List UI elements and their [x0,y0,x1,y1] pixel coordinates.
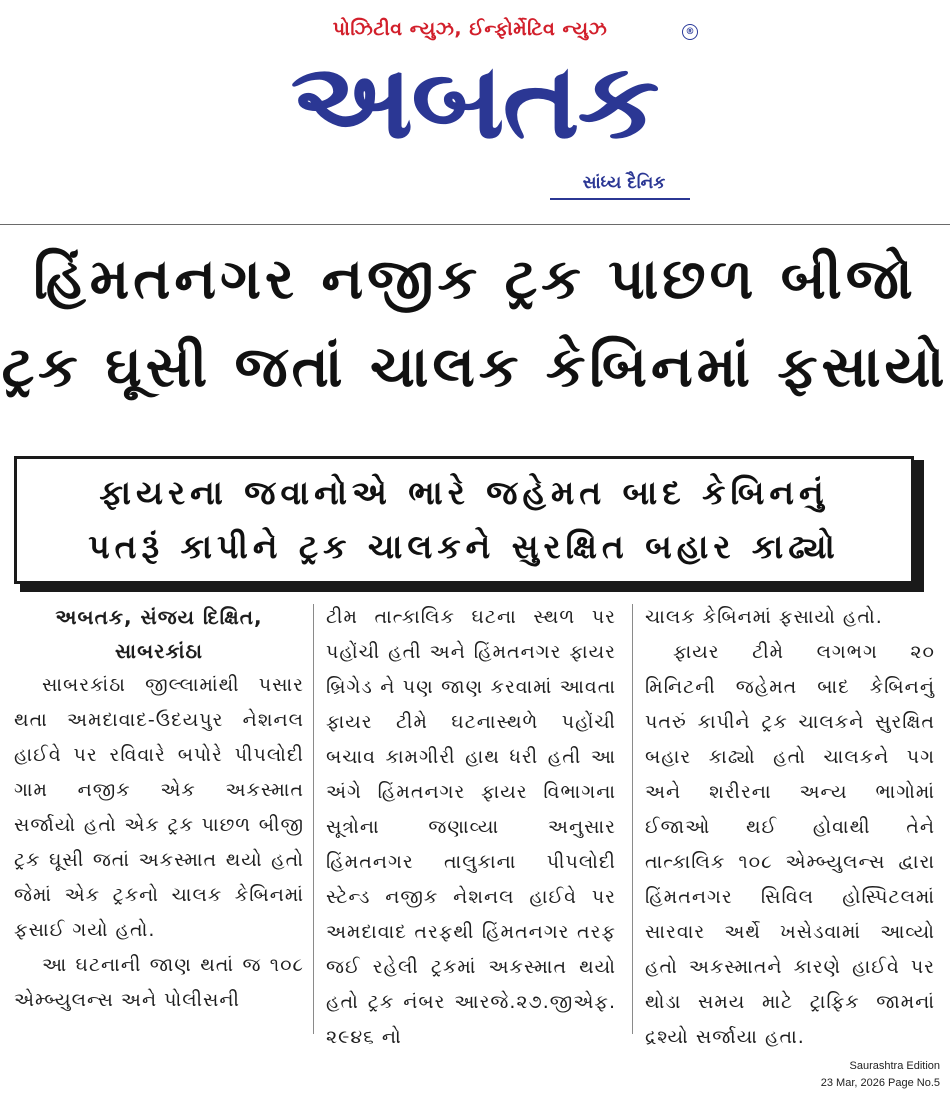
headline-line-2: ટ્રક ઘૂસી જતાં ચાલક કેબિનમાં ફસાયો [1,335,949,400]
headline [0,236,950,412]
masthead [0,0,950,220]
article-paragraph: ટીમ તાત્કાલિક ઘટના સ્થળ પર પહોંચી હતી અને હિંમતનગર ફાયર બ્રિગેડ ને પણ જાણ કરવામાં આવતા ફાયર ટીમે ઘટનાસ્થળે પહોંચી બચાવ કામગીરી હાથ ધરી હતી આ અંગે હિંમતનગર ફાયર વિભાગના સૂત્રોના જણાવ્યા અનુસાર હિંમતનગર તાલુકાના પીપલોદી સ્ટેન્ડ નજીક નેશનલ હાઈવે પર અમદાવાદ તરફથી હિંમતનગર તરફ જઈ રહેલી ટ્રકમાં અકસ્માત થયો હતો ટ્રક નંબર આરજે.૨૭.જીએફ. ૨૯૪૬ નો [326,606,616,1048]
masthead-subtitle: સાંધ્ય દૈનિક [582,173,666,193]
byline-author: અબતક, સંજય દિક્ષિત, [55,605,263,629]
masthead-tagline: પોઝિટીવ ન્યુઝ, ઈન્ફોર્મેટિવ ન્યુઝ [332,18,608,40]
subheadline [14,466,914,574]
masthead-divider [0,224,950,225]
subtitle-underline [550,198,690,200]
date-page-label: 23 Mar, 2026 Page No.5 [820,1077,940,1089]
subheadline-line-1: ફાયરના જવાનોએ ભારે જહેમત બાદ કેબિનનું [99,473,829,512]
page-footer [821,1058,940,1092]
subheadline-line-2: પતરૂં કાપીને ટ્રક ચાલકને સુરક્ષિત બહાર કાઢ્યો [88,527,840,566]
article-column-1 [14,600,304,1018]
newspaper-logo [250,40,698,164]
byline-location: સાબરકાંઠા [114,639,204,663]
edition-label: Saurashtra Edition [849,1060,940,1072]
headline-line-1: હિંમતનગર નજીક ટ્રક પાછળ બીજો [33,247,917,312]
article-paragraph: ચાલક કેબિનમાં ફસાયો હતો. [645,606,883,628]
article-paragraph: આ ઘટનાની જાણ થતાં જ ૧૦૮ એમ્બ્યુલન્સ અને પોલીસની [14,954,304,1011]
article-column-2 [326,600,616,1055]
column-divider [313,604,314,1034]
column-divider [632,604,633,1034]
article-paragraph: ફાયર ટીમે લગભગ ૨૦ મિનિટની જહેમત બાદ કેબિનનું પતરું કાપીને ટ્રક ચાલકને સુરક્ષિત બહાર કાઢ્યો હતો ચાલકને પગ અને શરીરના અન્ય ભાગોમાં ઈજાઓ થઈ હોવાથી તેને તાત્કાલિક ૧૦૮ એમ્બ્યુલન્સ દ્વારા હિંમતનગર સિવિલ હોસ્પિટલમાં સારવાર અર્થે ખસેડવામાં આવ્યો હતો અકસ્માતને કારણે હાઈવે પર થોડા સમય માટે ટ્રાફિક જામનાં દ્રશ્યો સર્જાયા હતા. [645,641,935,1048]
article-paragraph: સાબરકાંઠા જીલ્લામાંથી પસાર થતા અમદાવાદ-ઉદયપુર નેશનલ હાઈવે પર રવિવારે બપોરે પીપલોદી ગામ નજીક એક અકસ્માત સર્જાયો હતો એક ટ્રક પાછળ બીજી ટ્રક ઘૂસી જતાં અકસ્માત થયો હતો જેમાં એક ટ્રકનો ચાલક કેબિનમાં ફસાઈ ગયો હતો. [14,674,304,941]
article-column-3 [645,600,935,1055]
logo-wordmark: અબતક [290,40,658,162]
registered-mark-icon: ® [682,24,698,40]
